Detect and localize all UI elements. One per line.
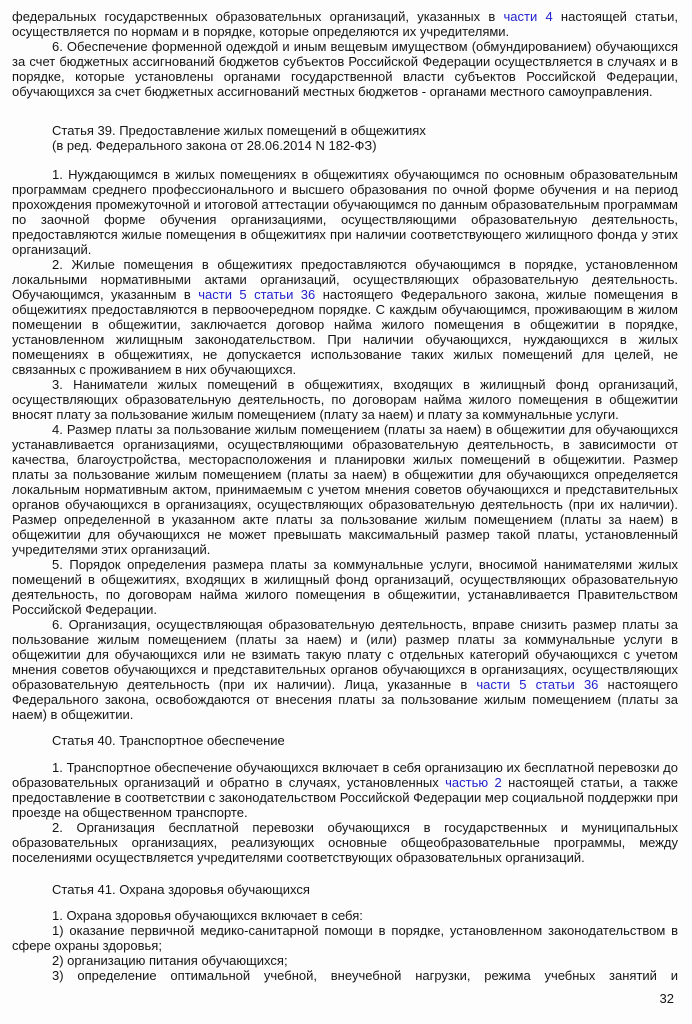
text-segment: 2) организацию питания обучающихся; (52, 953, 288, 968)
text-segment: Статья 40. Транспортное обеспечение (52, 733, 285, 748)
text-segment: 3. Наниматели жилых помещений в общежитиях, входящих в жилищный фонд организаций, осуществляющих образовательную деятельность, по договорам найма жилого помещения в общежитии вносят плату за пользование жилым помещением (плату за наем) и плату за коммунальные услуги. (12, 377, 678, 422)
paragraph (12, 617, 678, 722)
text-segment: 1. Охрана здоровья обучающихся включает в себя: (52, 908, 363, 923)
text-segment: настоящей статьи, а также предоставление в соответствии с законодательством Российской Федерации мер социальной поддержки при проезде на общественном транспорте. (12, 775, 678, 820)
text-segment: Статья 39. Предоставление жилых помещений в общежитиях (52, 123, 426, 138)
text-segment: 1. Нуждающимся в жилых помещениях в общежитиях обучающимся по основным образовательным программам среднего профессионального и высшего образования по очной форме обучения и на период прохождения промежуточной и итоговой аттестации обучающимся по данным образовательным программам по заочной форме обучения организациями, осуществляющими образовательную деятельность, предоставляются жилые помещения в общежитиях при наличии соответствующего жилищного фонда у этих организаций. (12, 167, 678, 257)
paragraph (12, 257, 678, 377)
paragraph (12, 422, 678, 557)
page-number: 32 (659, 991, 674, 1006)
paragraph (12, 557, 678, 617)
spacer (12, 897, 678, 908)
text-segment: Статья 41. Охрана здоровья обучающихся (52, 882, 310, 897)
paragraph (12, 377, 678, 422)
text-segment: настоящего Федерального закона, освобождаются от внесения платы за пользование жилым помещением (платы за наем) в общежитии. (12, 677, 678, 722)
text-segment: настоящего Федерального закона, жилые помещения в общежитиях предоставляются в первоочередном порядке. С каждым обучающимся, проживающим в жилом помещении в общежитии, заключается договор найма жилого помещения в общежитии в порядке, установленном жилищным законодательством. При наличии обучающихся, нуждающихся в жилых помещениях в общежитиях, не допускается использование таких жилых помещений для целей, не связанных с проживанием в них обучающихся. (12, 287, 678, 377)
paragraph (12, 167, 678, 257)
article-heading (12, 733, 678, 748)
text-segment: 2. Организация бесплатной перевозки обучающихся в государственных и муниципальных образовательных организациях, реализующих основные общеобразовательные программы, между поселениями осуществляется учредителями соответствующих образовательных организаций. (12, 820, 678, 865)
text-segment: 6. Обеспечение форменной одеждой и иным вещевым имуществом (обмундированием) обучающихся за счет бюджетных ассигнований бюджетов субъектов Российской Федерации осуществляется в случаях и в порядке, которые установлены органами государственной власти субъектов Российской Федерации, обучающихся за счет бюджетных ассигнований местных бюджетов - органами местного самоуправления. (12, 39, 678, 99)
text-segment: 4. Размер платы за пользование жилым помещением (платы за наем) в общежитии для обучающихся устанавливается организациями, осуществляющими образовательную деятельность, в зависимости от качества, благоустройства, месторасположения и планировки жилых помещений в общежитии. Размер платы за пользование жилым помещением (платы за наем) в общежитии для обучающихся определяется локальным нормативным актом, принимаемым с учетом мнения советов обучающихся и представительных органов обучающихся в организациях, осуществляющих образовательную деятельность (при их наличии). Размер определенной в указанном акте платы за пользование жилым помещением (платы за наем) в общежитии для обучающихся не может превышать максимальный размер такой платы, установленный учредителями этих организаций. (12, 422, 678, 557)
paragraph (12, 908, 678, 923)
text-segment: федеральных государственных образовательных организаций, указанных в (12, 9, 504, 24)
spacer (12, 153, 678, 167)
paragraph (12, 968, 678, 983)
article-heading (12, 123, 678, 138)
text-segment: настоящей статьи, осуществляется по нормам и в порядке, которые определяются их учредителями. (12, 9, 679, 39)
paragraph (12, 923, 678, 953)
text-segment: 1) оказание первичной медико-санитарной помощи в порядке, установленном законодательством в сфере охраны здоровья; (12, 923, 678, 953)
article-heading (12, 882, 678, 897)
spacer (12, 722, 678, 733)
text-segment: 6. Организация, осуществляющая образовательную деятельность, вправе снизить размер платы за пользование жилым помещением (платы за наем) и (или) размер платы за коммунальные услуги в общежитии для обучающихся или не взимать такую плату с отдельных категорий обучающихся с учетом мнения советов обучающихся и представительных органов обучающихся в организациях, осуществляющих образовательную деятельность (при их наличии). Лица, указанные в (12, 617, 678, 692)
spacer (12, 748, 678, 760)
legal-reference-link[interactable]: части 4 (503, 9, 553, 24)
text-segment: 5. Порядок определения размера платы за коммунальные услуги, вносимой нанимателями жилых помещений в общежитиях, входящих в жилищный фонд организаций, осуществляющих образовательную деятельность, по договорам найма жилого помещения в общежитии, устанавливается Правительством Российской Федерации. (12, 557, 678, 617)
text-segment: (в ред. Федерального закона от 28.06.2014 N 182-ФЗ) (52, 138, 377, 153)
text-segment: 2. Жилые помещения в общежитиях предоставляются обучающимся в порядке, установленном локальными нормативными актами организаций, осуществляющих образовательную деятельность. Обучающимся, указанным в (12, 257, 678, 302)
paragraph (12, 820, 678, 865)
spacer (12, 99, 678, 123)
legal-reference-link[interactable]: части 5 статьи 36 (198, 287, 316, 302)
text-segment: 3) определение оптимальной учебной, внеучебной нагрузки, режима учебных занятий и (52, 968, 678, 983)
legal-reference-link[interactable]: частью 2 (445, 775, 502, 790)
article-heading (12, 138, 678, 153)
paragraph (12, 39, 678, 99)
text-segment: 1. Транспортное обеспечение обучающихся включает в себя организацию их бесплатной перевозки до образовательных организаций и обратно в случаях, установленных (12, 760, 678, 790)
legal-reference-link[interactable]: части 5 статьи 36 (476, 677, 599, 692)
paragraph (12, 9, 678, 39)
spacer (12, 865, 678, 882)
paragraph (12, 760, 678, 820)
paragraph (12, 953, 678, 968)
